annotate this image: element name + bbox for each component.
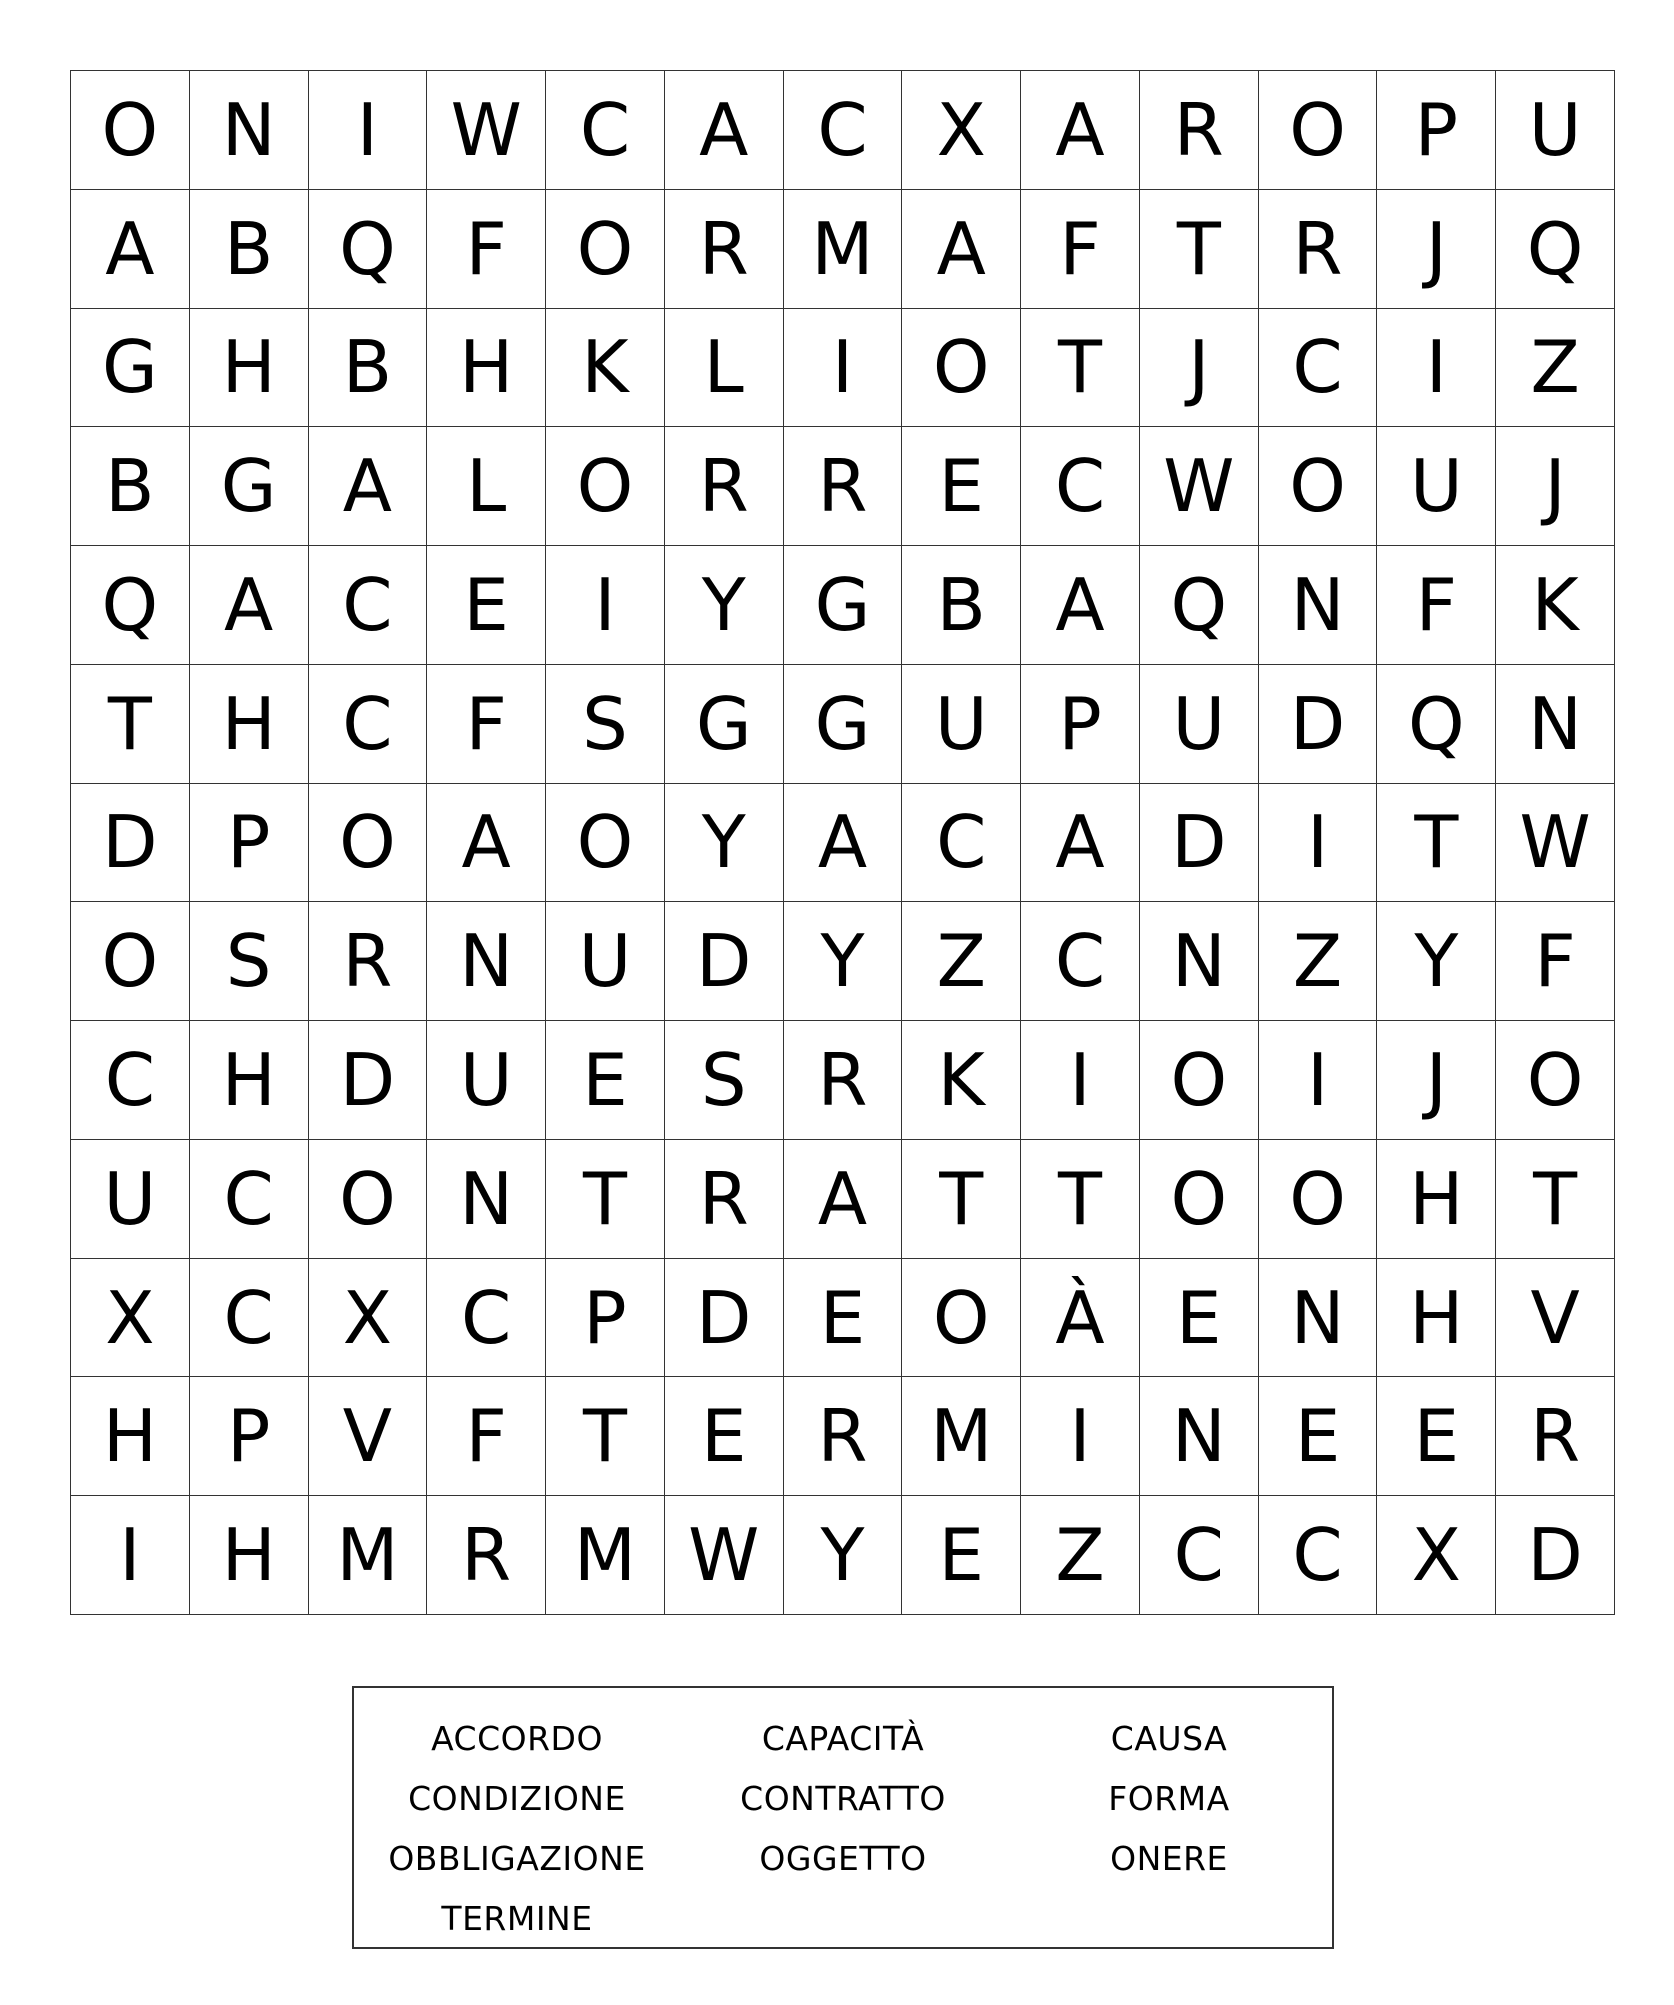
grid-cell[interactable]: U (546, 902, 665, 1021)
grid-cell[interactable]: H (190, 665, 309, 784)
grid-cell[interactable]: E (902, 1496, 1021, 1615)
word-list-item: TERMINE (441, 1898, 593, 1938)
grid-cell[interactable]: U (71, 1140, 190, 1259)
grid-cell[interactable]: I (71, 1496, 190, 1615)
grid-cell[interactable]: F (1377, 546, 1496, 665)
grid-cell[interactable]: B (309, 309, 428, 428)
grid-cell[interactable]: T (1496, 1140, 1615, 1259)
grid-cell[interactable]: Z (1496, 309, 1615, 428)
grid-cell[interactable]: Q (309, 190, 428, 309)
grid-cell[interactable]: E (784, 1259, 903, 1378)
grid-cell[interactable]: V (309, 1377, 428, 1496)
grid-cell[interactable]: C (546, 71, 665, 190)
word-list-item: CAPACITÀ (761, 1718, 925, 1758)
grid-cell[interactable]: O (1259, 71, 1378, 190)
grid-cell[interactable]: I (1021, 1377, 1140, 1496)
grid-cell[interactable]: C (1021, 427, 1140, 546)
grid-cell[interactable]: R (1496, 1377, 1615, 1496)
grid-cell[interactable]: W (1496, 784, 1615, 903)
grid-cell[interactable]: F (1496, 902, 1615, 1021)
grid-cell[interactable]: H (1377, 1259, 1496, 1378)
grid-cell[interactable]: A (71, 190, 190, 309)
grid-cell[interactable]: T (1021, 1140, 1140, 1259)
grid-cell[interactable]: R (1140, 71, 1259, 190)
grid-cell[interactable]: E (427, 546, 546, 665)
grid-cell[interactable]: Y (1377, 902, 1496, 1021)
grid-cell[interactable]: N (427, 1140, 546, 1259)
grid-cell[interactable]: O (1496, 1021, 1615, 1140)
grid-cell[interactable]: R (427, 1496, 546, 1615)
grid-cell[interactable]: C (1259, 309, 1378, 428)
grid-cell[interactable]: R (665, 427, 784, 546)
grid-cell[interactable]: T (1377, 784, 1496, 903)
grid-cell[interactable]: H (427, 309, 546, 428)
grid-cell[interactable]: M (546, 1496, 665, 1615)
grid-cell[interactable]: Q (1140, 546, 1259, 665)
grid-cell[interactable]: C (427, 1259, 546, 1378)
grid-cell[interactable]: C (1140, 1496, 1259, 1615)
grid-cell[interactable]: N (1140, 1377, 1259, 1496)
grid-cell[interactable]: À (1021, 1259, 1140, 1378)
grid-cell[interactable]: D (665, 902, 784, 1021)
grid-cell[interactable]: E (1259, 1377, 1378, 1496)
grid-cell[interactable]: C (1021, 902, 1140, 1021)
grid-cell[interactable]: G (190, 427, 309, 546)
grid-cell[interactable]: C (71, 1021, 190, 1140)
grid-cell[interactable]: A (309, 427, 428, 546)
word-list-item: OGGETTO (759, 1838, 927, 1878)
grid-cell[interactable]: N (1259, 546, 1378, 665)
letter-grid (70, 70, 1615, 1615)
grid-cell[interactable]: Y (665, 546, 784, 665)
grid-cell[interactable]: U (902, 665, 1021, 784)
grid-cell[interactable]: A (1021, 546, 1140, 665)
grid-cell[interactable]: T (1140, 190, 1259, 309)
grid-cell[interactable]: Q (71, 546, 190, 665)
grid-cell[interactable]: A (1021, 784, 1140, 903)
grid-cell[interactable]: R (784, 1021, 903, 1140)
grid-cell[interactable]: Y (784, 902, 903, 1021)
grid-cell[interactable]: I (309, 71, 428, 190)
grid-cell[interactable]: Q (1496, 190, 1615, 309)
grid-cell[interactable]: R (784, 427, 903, 546)
grid-cell[interactable]: L (665, 309, 784, 428)
grid-cell[interactable]: M (902, 1377, 1021, 1496)
grid-cell[interactable]: J (1140, 309, 1259, 428)
grid-cell[interactable]: U (1377, 427, 1496, 546)
grid-cell[interactable]: D (1259, 665, 1378, 784)
word-list-item: CAUSA (1110, 1718, 1228, 1758)
word-list-item: ACCORDO (431, 1718, 603, 1758)
grid-cell[interactable]: E (902, 427, 1021, 546)
grid-cell[interactable]: P (546, 1259, 665, 1378)
grid-cell[interactable]: C (784, 71, 903, 190)
grid-cell[interactable]: P (1021, 665, 1140, 784)
grid-cell[interactable]: B (71, 427, 190, 546)
grid-cell[interactable]: O (902, 309, 1021, 428)
grid-cell[interactable]: I (1259, 784, 1378, 903)
grid-cell[interactable]: I (546, 546, 665, 665)
grid-cell[interactable]: P (190, 784, 309, 903)
grid-cell[interactable]: P (190, 1377, 309, 1496)
grid-cell[interactable]: L (427, 427, 546, 546)
grid-cell[interactable]: A (427, 784, 546, 903)
grid-cell[interactable]: X (309, 1259, 428, 1378)
grid-cell[interactable]: J (1377, 1021, 1496, 1140)
grid-cell[interactable]: O (1140, 1021, 1259, 1140)
grid-cell[interactable]: E (1377, 1377, 1496, 1496)
grid-cell[interactable]: W (427, 71, 546, 190)
grid-cell[interactable]: E (665, 1377, 784, 1496)
grid-cell[interactable]: U (1140, 665, 1259, 784)
grid-cell[interactable]: E (1140, 1259, 1259, 1378)
grid-cell[interactable]: S (190, 902, 309, 1021)
grid-cell[interactable]: Y (665, 784, 784, 903)
grid-cell[interactable]: R (309, 902, 428, 1021)
grid-cell[interactable]: N (1140, 902, 1259, 1021)
grid-cell[interactable]: X (902, 71, 1021, 190)
grid-cell[interactable]: B (902, 546, 1021, 665)
grid-cell[interactable]: G (784, 546, 903, 665)
grid-cell[interactable]: R (784, 1377, 903, 1496)
grid-cell[interactable]: V (1496, 1259, 1615, 1378)
grid-cell[interactable]: I (1259, 1021, 1378, 1140)
grid-cell[interactable]: D (1140, 784, 1259, 903)
grid-cell[interactable]: O (71, 902, 190, 1021)
grid-cell[interactable]: G (71, 309, 190, 428)
grid-cell[interactable]: D (71, 784, 190, 903)
grid-cell[interactable]: O (546, 427, 665, 546)
grid-cell[interactable]: F (427, 190, 546, 309)
grid-cell[interactable]: O (902, 1259, 1021, 1378)
grid-cell[interactable]: U (427, 1021, 546, 1140)
grid-cell[interactable]: P (1377, 71, 1496, 190)
grid-cell[interactable]: Z (902, 902, 1021, 1021)
grid-cell[interactable]: C (902, 784, 1021, 903)
grid-cell[interactable]: C (1259, 1496, 1378, 1615)
grid-cell[interactable]: M (309, 1496, 428, 1615)
grid-cell[interactable]: T (546, 1377, 665, 1496)
grid-cell[interactable]: Q (1377, 665, 1496, 784)
grid-cell[interactable]: N (1496, 665, 1615, 784)
grid-cell[interactable]: D (1496, 1496, 1615, 1615)
word-list-item: CONDIZIONE (408, 1778, 626, 1818)
word-list-item: OBBLIGAZIONE (388, 1838, 646, 1878)
grid-cell[interactable]: G (665, 665, 784, 784)
grid-cell[interactable]: H (190, 309, 309, 428)
word-list (352, 1686, 1334, 1949)
grid-cell[interactable]: O (1259, 1140, 1378, 1259)
grid-cell[interactable]: H (1377, 1140, 1496, 1259)
grid-cell[interactable]: K (1496, 546, 1615, 665)
grid-cell[interactable]: C (190, 1140, 309, 1259)
grid-cell[interactable]: O (309, 1140, 428, 1259)
grid-cell[interactable]: D (309, 1021, 428, 1140)
grid-cell[interactable]: T (546, 1140, 665, 1259)
grid-cell[interactable]: K (546, 309, 665, 428)
word-list-item: CONTRATTO (740, 1778, 946, 1818)
grid-cell[interactable]: T (902, 1140, 1021, 1259)
grid-cell[interactable]: R (1259, 190, 1378, 309)
grid-cell[interactable]: J (1496, 427, 1615, 546)
grid-cell[interactable]: C (309, 665, 428, 784)
grid-cell[interactable]: Z (1259, 902, 1378, 1021)
grid-cell[interactable]: F (427, 665, 546, 784)
grid-cell[interactable]: K (902, 1021, 1021, 1140)
grid-cell[interactable]: A (784, 784, 903, 903)
grid-cell[interactable]: N (1259, 1259, 1378, 1378)
grid-cell[interactable]: D (665, 1259, 784, 1378)
grid-cell[interactable]: T (71, 665, 190, 784)
grid-cell[interactable]: O (546, 190, 665, 309)
grid-cell[interactable]: M (784, 190, 903, 309)
grid-cell[interactable]: H (190, 1496, 309, 1615)
grid-cell[interactable]: H (190, 1021, 309, 1140)
grid-cell[interactable]: A (190, 546, 309, 665)
grid-cell[interactable]: J (1377, 190, 1496, 309)
word-list-item: ONERE (1110, 1838, 1228, 1878)
grid-cell[interactable]: N (427, 902, 546, 1021)
grid-cell[interactable]: I (1021, 1021, 1140, 1140)
grid-cell[interactable]: I (784, 309, 903, 428)
grid-cell[interactable]: Z (1021, 1496, 1140, 1615)
grid-cell[interactable]: A (1021, 71, 1140, 190)
grid-cell[interactable]: O (309, 784, 428, 903)
grid-cell[interactable]: R (665, 1140, 784, 1259)
grid-cell[interactable]: R (665, 190, 784, 309)
grid-cell[interactable]: H (71, 1377, 190, 1496)
grid-cell[interactable]: A (902, 190, 1021, 309)
grid-cell[interactable]: W (665, 1496, 784, 1615)
grid-cell[interactable]: F (1021, 190, 1140, 309)
grid-cell[interactable]: Y (784, 1496, 903, 1615)
grid-cell[interactable]: A (784, 1140, 903, 1259)
grid-cell[interactable]: O (546, 784, 665, 903)
grid-cell[interactable]: S (665, 1021, 784, 1140)
grid-cell[interactable]: E (546, 1021, 665, 1140)
grid-cell[interactable]: X (1377, 1496, 1496, 1615)
grid-cell[interactable]: O (71, 71, 190, 190)
grid-cell[interactable]: S (546, 665, 665, 784)
grid-cell[interactable]: I (1377, 309, 1496, 428)
grid-cell[interactable]: C (309, 546, 428, 665)
grid-cell[interactable]: F (427, 1377, 546, 1496)
grid-cell[interactable]: W (1140, 427, 1259, 546)
grid-cell[interactable]: B (190, 190, 309, 309)
grid-cell[interactable]: O (1140, 1140, 1259, 1259)
grid-cell[interactable]: U (1496, 71, 1615, 190)
grid-cell[interactable]: T (1021, 309, 1140, 428)
word-list-item: FORMA (1108, 1778, 1230, 1818)
grid-cell[interactable]: O (1259, 427, 1378, 546)
grid-cell[interactable]: X (71, 1259, 190, 1378)
grid-cell[interactable]: G (784, 665, 903, 784)
grid-cell[interactable]: A (665, 71, 784, 190)
grid-cell[interactable]: N (190, 71, 309, 190)
grid-cell[interactable]: C (190, 1259, 309, 1378)
